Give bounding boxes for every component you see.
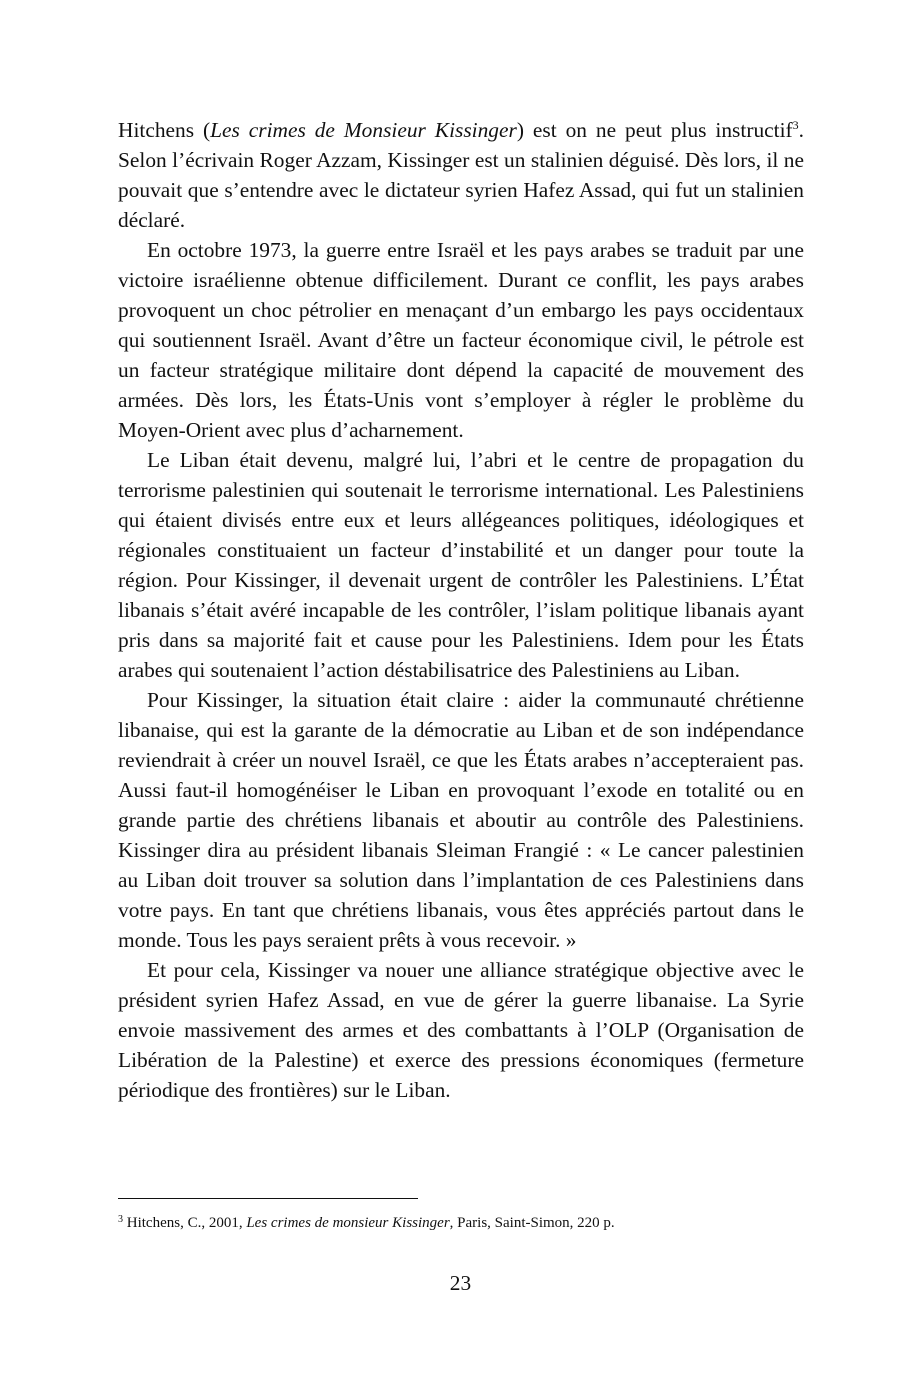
footnote-separator <box>118 1198 418 1199</box>
page-number: 23 <box>449 1271 472 1295</box>
footnote-rest: , Paris, Saint-Simon, 220 p. <box>449 1215 615 1231</box>
paragraph-1-rest: . Selon l’écrivain Roger Azzam, Kissinger est un stalinien déguisé. Dès lors, il ne pouvait que s’entendre avec le dictateur syrien Hafez Assad, qui fut un stalinien déclaré. <box>118 118 804 232</box>
paragraph-4: Pour Kissinger, la situation était claire : aider la communauté chrétienne libanaise, qui est la garante de la démocratie au Liban et de son indépendance reviendrait à créer un nouvel Israël, ce que les États arabes n’accepteraient pas. Aussi faut-il homogénéiser le Liban en provoquant l’exode en totalité ou en grande partie des chrétiens libanais et aboutir au contrôle des Palestiniens. Kissinger dira au président libanais Sleiman Frangié : « Le cancer palestinien au Liban doit trouver sa solution dans l’implantation de ces Palestiniens dans votre pays. En tant que chrétiens libanais, vous êtes appréciés partout dans le monde. Tous les pays seraient prêts à vous recevoir. » <box>118 688 804 952</box>
footnote <box>118 1213 804 1233</box>
footnote-book-title: Les crimes de monsieur Kissinger <box>246 1215 450 1231</box>
paragraph-1-mid: ) est on ne peut plus instructif <box>516 118 793 142</box>
paragraph-1 <box>118 115 804 235</box>
body-text <box>118 115 804 1105</box>
paragraph-2: En octobre 1973, la guerre entre Israël et les pays arabes se traduit par une victoire israélienne obtenue difficilement. Durant ce conflit, les pays arabes provoquent un choc pétrolier en menaçant d’un embargo les pays occidentaux qui soutiennent Israël. Avant d’être un facteur économique civil, le pétrole est un facteur stratégique militaire dont dépend la capacité de mouvement des armées. Dès lors, les États-Unis vont s’employer à régler le problème du Moyen-Orient avec plus d’acharnement. <box>118 238 804 442</box>
paragraph-3: Le Liban était devenu, malgré lui, l’abri et le centre de propagation du terrorisme palestinien qui soutenait le terrorisme international. Les Palestiniens qui étaient divisés entre eux et leurs allégeances politiques, idéologiques et régionales constituaient un facteur d’instabilité et un danger pour toute la région. Pour Kissinger, il devenait urgent de contrôler les Palestiniens. L’État libanais s’était avéré incapable de les contrôler, l’islam politique libanais ayant pris dans sa majorité fait et cause pour les Palestiniens. Idem pour les États arabes qui soutenaient l’action déstabilisatrice des Palestiniens au Liban. <box>118 448 804 682</box>
book-title: Les crimes de Monsieur Kissinger <box>210 118 517 142</box>
footnote-mark: 3 <box>118 1214 123 1225</box>
footnote-start: Hitchens, C., 2001, <box>123 1215 247 1231</box>
paragraph-1-start: Hitchens ( <box>118 118 211 142</box>
paragraph-5: Et pour cela, Kissinger va nouer une alliance stratégique objective avec le président syrien Hafez Assad, en vue de gérer la guerre libanaise. La Syrie envoie massivement des armes et des combattants à l’OLP (Organisation de Libération de la Palestine) et exerce des pressions économiques (fermeture périodique des frontières) sur le Liban. <box>118 958 804 1102</box>
footnote-reference[interactable]: 3 <box>792 118 799 132</box>
